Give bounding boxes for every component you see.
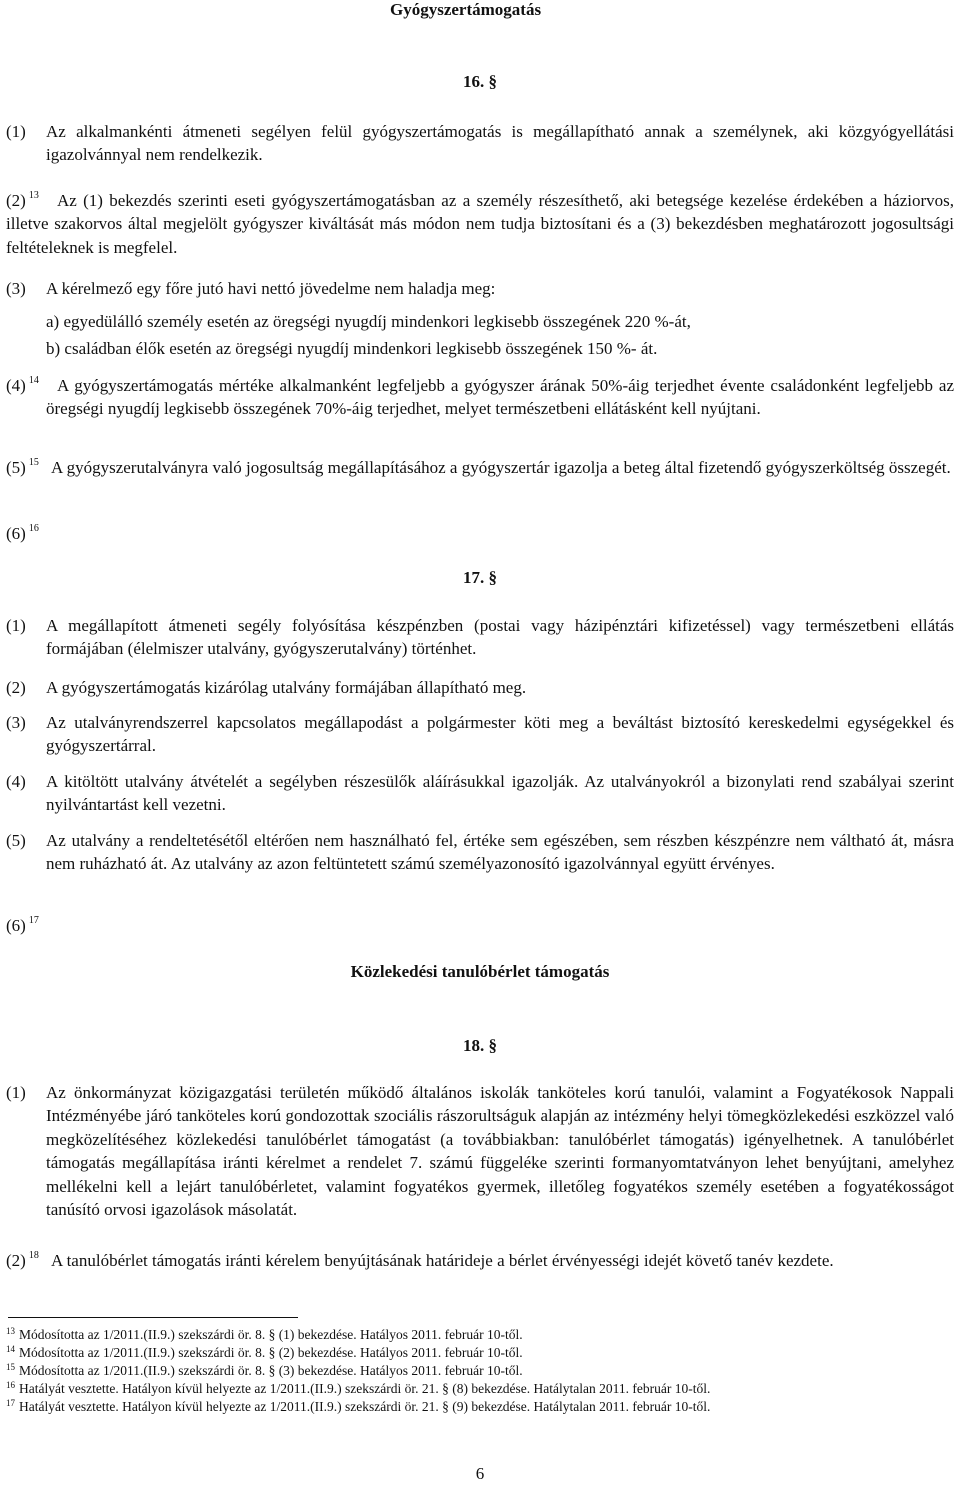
footnote-ref-16[interactable]: 16 xyxy=(28,523,39,534)
s17-p6-number: (6) $^{17}$ xyxy=(6,915,39,935)
footnote-separator xyxy=(8,1317,298,1318)
s17-p3-number: (3) xyxy=(6,713,26,732)
footnote-ref-14[interactable]: 14 xyxy=(28,375,39,386)
s18-p1-text: Az önkormányzat közigazgatási területén működő általános iskolák tanköteles korú tanulói, valamint a Fogyatékosok Nappali Intézményébe járó tanköteles korú gondozottak szociális rászorultságuk alapján az intézmény helyi tömegközlekedési eszközzel való megközelítéséhez közlekedési tanulóbérlet támogatást (a továbbiakban: tanulóbérlet támogatás) igényelhetnek. A tanulóbérlet támogatás megállapítása iránti kérelmet a rendelet 7. számú függeléke szerinti formanyomtatványon lehet benyújtani, amelyhez mellékelni kell a lejárt tanulóbérletet, valamint fogyatékos gyermek, illetőleg fogyatékos személy esetében a fogyatékosságot tanúsító orvosi igazolások másolatát. xyxy=(46,1083,954,1220)
s17-p4-text: A kitöltött utalvány átvételét a segélyben részesülők aláírásukkal igazolják. Az utalványokról a bizonylati rend szabályai szerint nyilvántartást kell vezetni. xyxy=(46,772,954,815)
footnote-ref-18[interactable]: 18 xyxy=(28,1250,39,1261)
footnote-13: $^{13}$ Módosította az 1/2011.(II.9.) szekszárdi ör. 8. § (1) bekezdése. Hatályos 2011. február 10-től. xyxy=(6,1326,523,1342)
s17-p5-text: Az utalvány a rendeltetésétől eltérően nem használható fel, értéke sem egészében, sem részben készpénzre nem váltható át, másra nem ruházható át. Az utalvány az azon feltüntetett számú személyazonosító igazolvánnyal együtt érvényes. xyxy=(46,831,954,874)
footnote-15: $^{15}$ Módosította az 1/2011.(II.9.) szekszárdi ör. 8. § (3) bekezdése. Hatályos 2011. február 10-től. xyxy=(6,1362,523,1378)
s16-p5-number: (5) $^{15}$ xyxy=(6,457,39,477)
transport-section-title: Közlekedési tanulóbérlet támogatás xyxy=(350,962,610,981)
s17-p2-number: (2) xyxy=(6,678,26,697)
paragraph-18-heading: 18. § xyxy=(463,1036,497,1055)
footnote-16: $^{16}$ Hatályát vesztette. Hatályon kívül helyezte az 1/2011.(II.9.) szekszárdi ör. 21. § (8) bekezdése. Hatálytalan 2011. február 10-től. xyxy=(6,1380,711,1396)
s18-p2-number: (2) $^{18}$ xyxy=(6,1250,39,1270)
page-number: 6 xyxy=(475,1464,485,1483)
s16-p4-text: A gyógyszertámogatás mértéke alkalmanként legfeljebb a gyógyszer árának 50%-áig terjedhet évente családonként legfeljebb az öregségi nyugdíj legkisebb összegének 70%-áig terjedhet, melyet természetbeni ellátásként kell nyújtani. xyxy=(46,376,954,419)
s16-p2-number: (2) $^{13}$ xyxy=(6,190,39,210)
footnote-14: $^{14}$ Módosította az 1/2011.(II.9.) szekszárdi ör. 8. § (2) bekezdése. Hatályos 2011. február 10-től. xyxy=(6,1344,523,1360)
s16-p2-text: Az (1) bekezdés szerinti eseti gyógyszertámogatásban az a személy részesíthető, aki betegsége kezelése érdekében a háziorvos, illetve szakorvos által megjelölt gyógyszer kiváltását más módon nem tudja biztosítani és a (3) bekezdésben meghatározott jogosultsági feltételeknek is megfelel. xyxy=(6,191,954,257)
footnote-ref-17[interactable]: 17 xyxy=(28,915,39,926)
s16-p4-number: (4) $^{14}$ xyxy=(6,375,39,395)
footnote-ref-13[interactable]: 13 xyxy=(28,190,39,201)
s16-p5-text: A gyógyszerutalványra való jogosultság megállapításához a gyógyszertár igazolja a beteg által fizetendő gyógyszerköltség összegét. xyxy=(51,458,951,477)
s17-p1-number: (1) xyxy=(6,616,26,635)
s16-p1-number: (1) xyxy=(6,122,26,141)
footnote-17: $^{17}$ Hatályát vesztette. Hatályon kívül helyezte az 1/2011.(II.9.) szekszárdi ör. 21. § (9) bekezdése. Hatálytalan 2011. február 10-től. xyxy=(6,1398,711,1414)
s16-p3-item-b: b) családban élők esetén az öregségi nyugdíj mindenkori legkisebb összegének 150 %- át. xyxy=(46,339,658,358)
s17-p3-text: Az utalványrendszerrel kapcsolatos megállapodást a polgármester köti meg a beváltást biztosító kereskedelmi egységekkel és gyógyszertárral. xyxy=(46,713,954,756)
s17-p2-text: A gyógyszertámogatás kizárólag utalvány formájában állapítható meg. xyxy=(46,678,527,697)
s17-p4-number: (4) xyxy=(6,772,26,791)
paragraph-17-heading: 17. § xyxy=(463,568,497,587)
paragraph-16-heading: 16. § xyxy=(463,72,497,91)
s17-p5-number: (5) xyxy=(6,831,26,850)
s18-p2-text: A tanulóbérlet támogatás iránti kérelem benyújtásának határideje a bérlet érvényességi idejét követő tanév kezdete. xyxy=(51,1251,834,1270)
s16-p3-item-a: a) egyedülálló személy esetén az öregségi nyugdíj mindenkori legkisebb összegének 220 %-át, xyxy=(46,312,691,331)
s16-p3-number: (3) xyxy=(6,279,26,298)
s16-p6-number: (6) $^{16}$ xyxy=(6,523,39,543)
section-title: Gyógyszertámogatás xyxy=(390,0,542,19)
s16-p3-text: A kérelmező egy főre jutó havi nettó jövedelme nem haladja meg: xyxy=(46,279,496,298)
footnote-ref-15[interactable]: 15 xyxy=(28,457,39,468)
s18-p1-number: (1) xyxy=(6,1083,26,1102)
s17-p1-text: A megállapított átmeneti segély folyósítása készpénzben (postai vagy házipénztári kifizetéssel) vagy természetbeni ellátás formájában (élelmiszer utalvány, gyógyszerutalvány) történhet. xyxy=(46,616,954,659)
s16-p1-text: Az alkalmankénti átmeneti segélyen felül gyógyszertámogatás is megállapítható annak a személynek, aki közgyógyellátási igazolvánnyal nem rendelkezik. xyxy=(46,122,954,165)
